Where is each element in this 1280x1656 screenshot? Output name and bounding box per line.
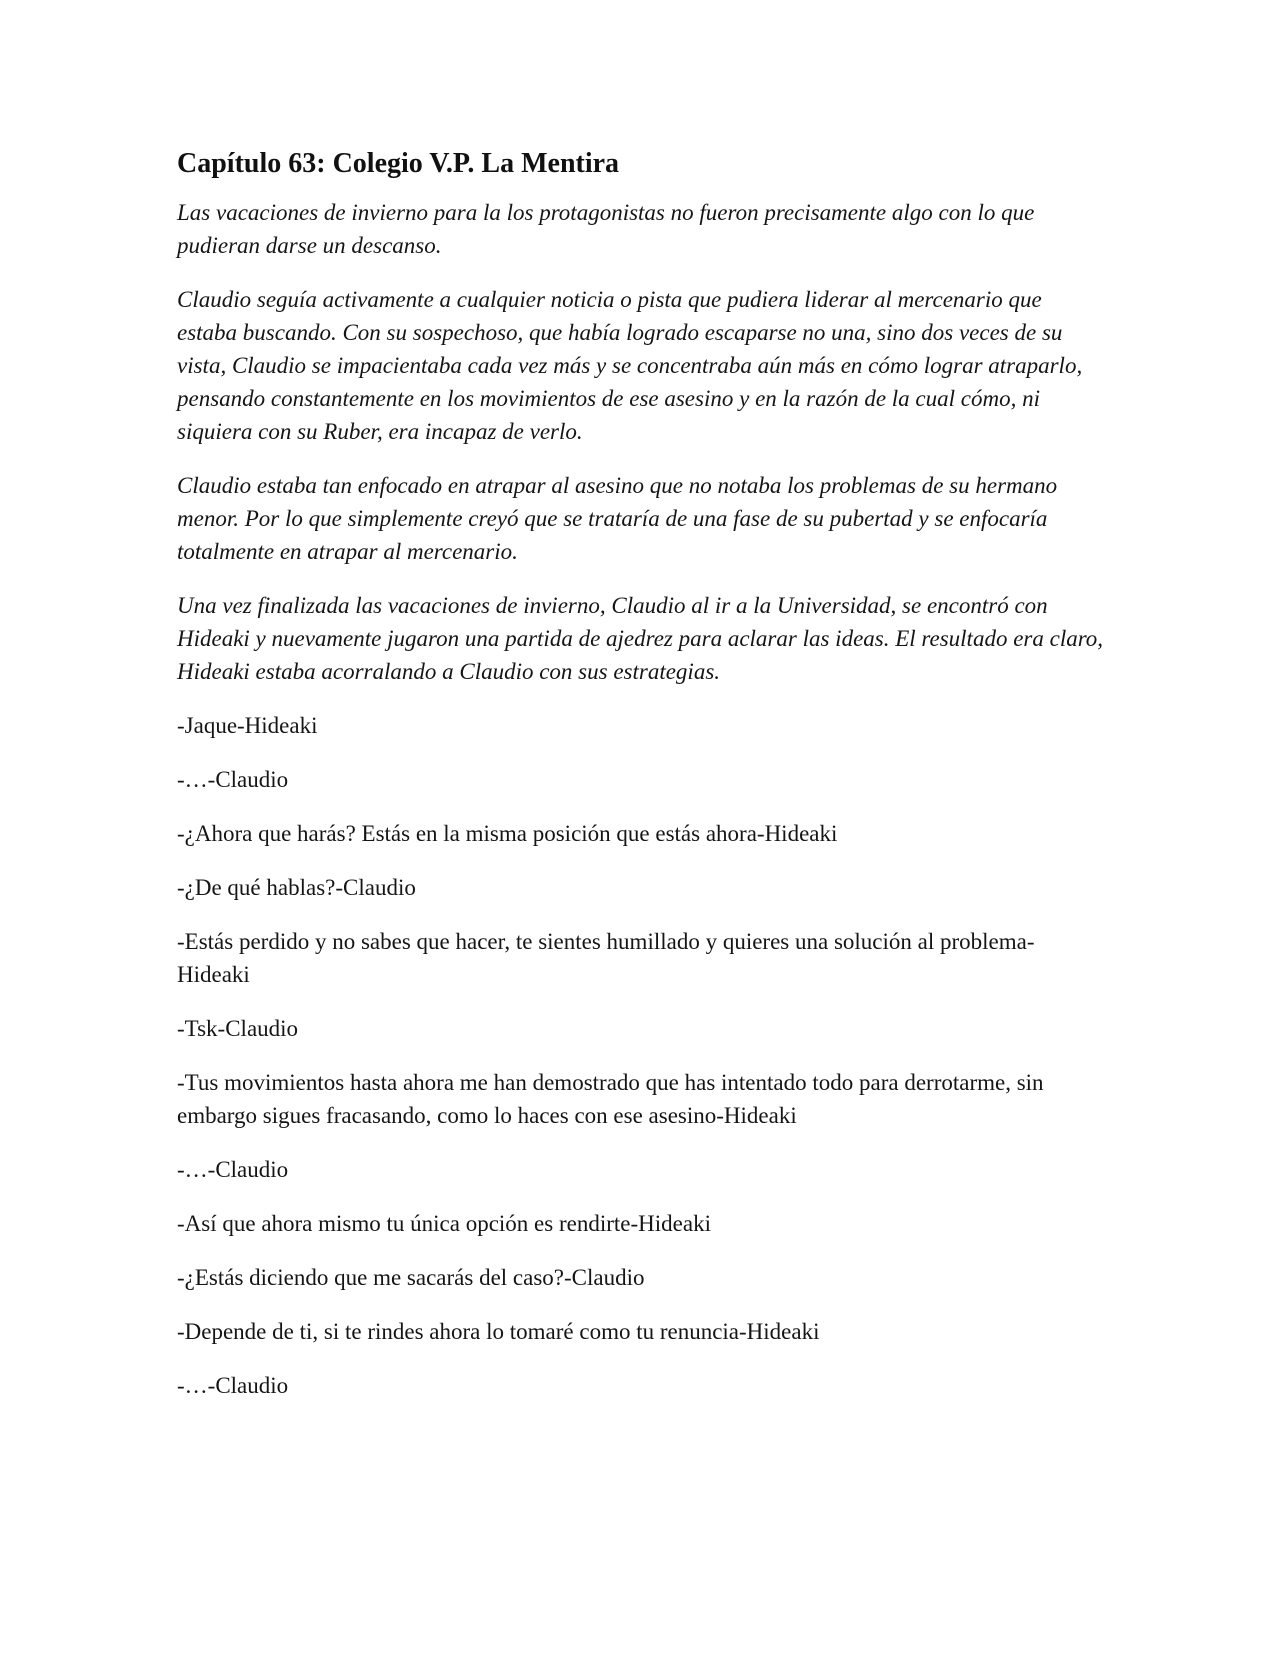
dialogue-line: -Tus movimientos hasta ahora me han demostrado que has intentado todo para derrotarme, sin embargo sigues fracasando, como lo haces con ese asesino-Hideaki: [177, 1070, 1044, 1128]
dialogue-line: -Tsk-Claudio: [177, 1016, 299, 1041]
dialogue-line: -¿De qué hablas?-Claudio: [177, 875, 416, 900]
narrative-paragraph: Una vez finalizada las vacaciones de invierno, Claudio al ir a la Universidad, se encontró con Hideaki y nuevamente jugaron una partida de ajedrez para aclarar las ideas. El resultado era claro, Hideaki estaba acorralando a Claudio con sus estrategias.: [177, 593, 1104, 684]
dialogue-line: -…-Claudio: [177, 1157, 289, 1182]
dialogue-line: -Estás perdido y no sabes que hacer, te sientes humillado y quieres una solución al problema-Hideaki: [177, 929, 1035, 987]
chapter-title: Capítulo 63: Colegio V.P. La Mentira: [177, 148, 620, 179]
narrative-paragraph: Las vacaciones de invierno para la los protagonistas no fueron precisamente algo con lo que pudieran darse un descanso.: [177, 200, 1035, 258]
document-content: [177, 146, 1107, 1423]
narrative-paragraph: Claudio estaba tan enfocado en atrapar al asesino que no notaba los problemas de su hermano menor. Por lo que simplemente creyó que se trataría de una fase de su pubertad y se enfocaría totalmente en atrapar al mercenario.: [177, 473, 1058, 564]
dialogue-line: -Así que ahora mismo tu única opción es rendirte-Hideaki: [177, 1211, 711, 1236]
dialogue-line: -Jaque-Hideaki: [177, 713, 318, 738]
dialogue-line: -Depende de ti, si te rindes ahora lo tomaré como tu renuncia-Hideaki: [177, 1319, 820, 1344]
dialogue-line: -¿Estás diciendo que me sacarás del caso?-Claudio: [177, 1265, 645, 1290]
dialogue-line: -…-Claudio: [177, 1373, 289, 1398]
dialogue-line: -¿Ahora que harás? Estás en la misma posición que estás ahora-Hideaki: [177, 821, 838, 846]
dialogue-line: -…-Claudio: [177, 767, 289, 792]
narrative-paragraph: Claudio seguía activamente a cualquier noticia o pista que pudiera liderar al mercenario que estaba buscando. Con su sospechoso, que había logrado escaparse no una, sino dos veces de su vista, Claudio se impacientaba cada vez más y se concentraba aún más en cómo lograr atraparlo, pensando constantemente en los movimientos de ese asesino y en la razón de la cual cómo, ni siquiera con su Ruber, era incapaz de verlo.: [177, 287, 1083, 444]
